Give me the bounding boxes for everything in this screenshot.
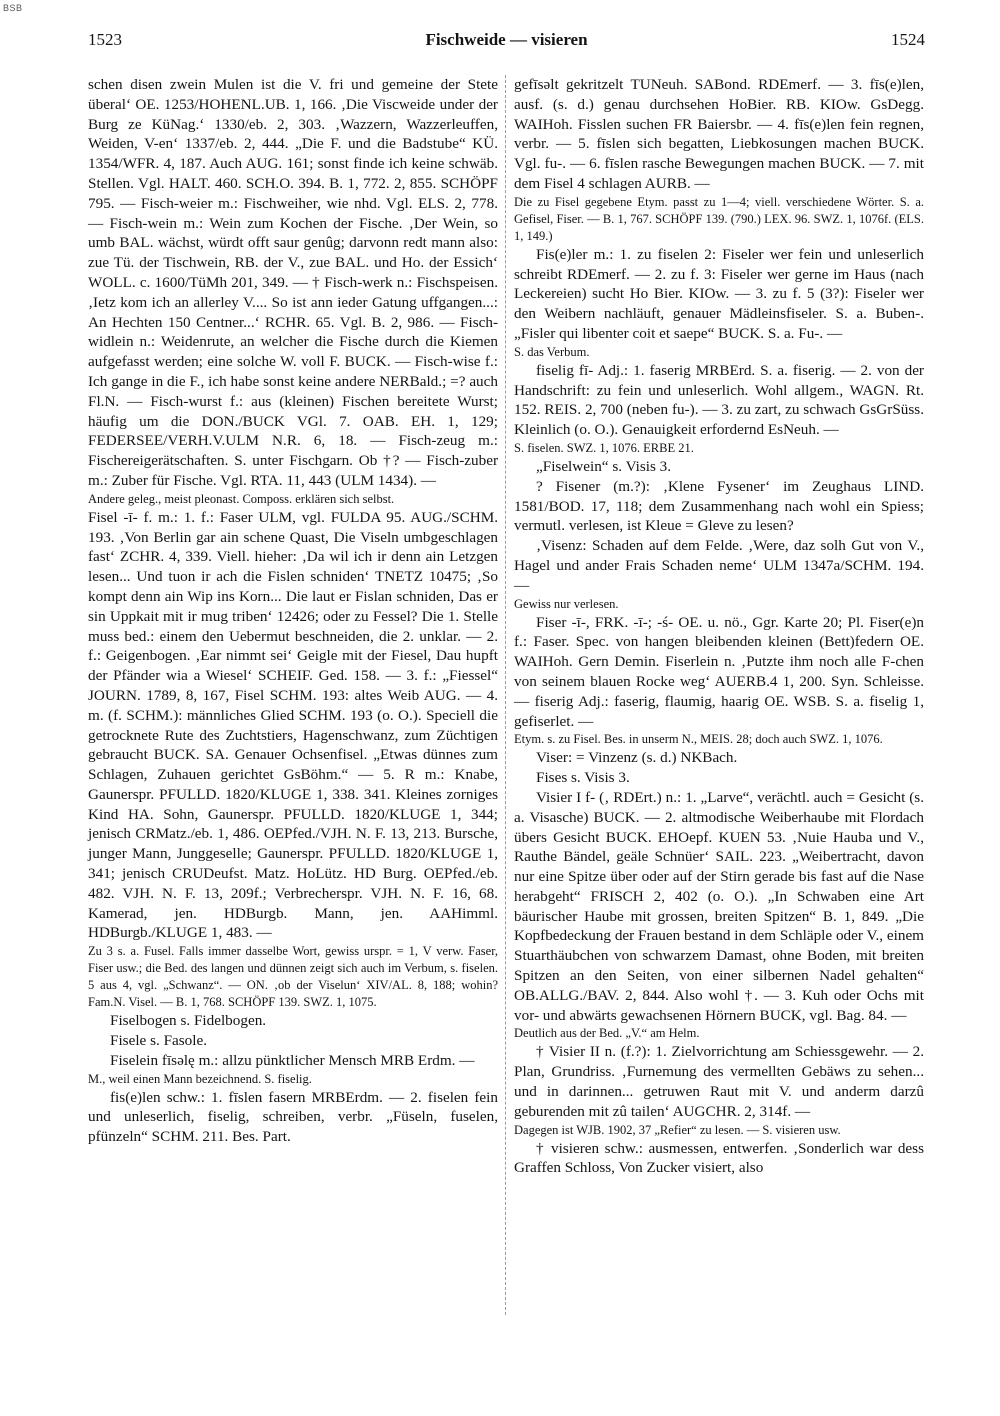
library-stamp: BSB — [3, 3, 23, 13]
paragraph: S. das Verbum. — [514, 344, 590, 359]
paragraph: Fiselbogen s. Fidelbogen. — [110, 1012, 267, 1030]
paragraph: S. fiselen. SWZ. 1, 1076. ERBE 21. — [514, 440, 694, 455]
paragraph: ? Fisener (m.?): ‚Klene Fysener‘ im Zeughaus LIND. 1581/BOD. 17, 118; dem Zusammenhang nach wohl ein Spiess; vermutl. verlesen, ist Kleue = Gleve zu lesen? — [514, 477, 924, 535]
paragraph: Fiser -ī-, FRK. -ī-; -ś- OE. u. nö., Ggr. Karte 20; Pl. Fiser(e)n f.: Faser. Spec. von hangen bleibenden kleinen (Bett)federn OE. WAIHoh. Gern Demin. Fiserlein n. ‚Putzte ihm noch alle F-chen von seinem blauen Rocke weg‘ AUERB.4 1, 200. Syn. Schleisse. — fiserig Adj.: faserig, flaumig, haarig OE. WSB. S. a. fiselig 1, gefiserlet. — — [514, 613, 924, 730]
paragraph: fiselig fī- Adj.: 1. faserig MRBErd. S. a. fiserig. — 2. von der Handschrift: zu fein und unleserlich. Wohl allgem., WAGN. Rt. 152. REIS. 2, 700 (neben fu-). — 3. zu zart, zu schwach GsGrSüss. Kleinlich (o. O.). Genauigkeit erfordernd EsNeuh. — — [514, 361, 924, 439]
paragraph: M., weil einen Mann bezeichnend. S. fiselig. — [88, 1071, 312, 1086]
paragraph: † visieren schw.: ausmessen, entwerfen. ‚Sonderlich war dess Graffen Schloss, Von Zucker visiert, also — [514, 1139, 924, 1177]
paragraph: Fis(e)ler m.: 1. zu fiselen 2: Fiseler wer fein und unleserlich schreibt RDEmerf. — 2. zu f. 3: Fiseler wer gerne im Haus (nach Leckereien) sucht Ho Bier. KIOw. — 3. zu f. 5 (3?): Fiseler wer den Weibern nachläuft, genauer Mädleinsfiseler. S. a. Buben-. „Fisler qui libenter coit et saepe“ BUCK. S. a. Fu-. — — [514, 245, 924, 342]
column-divider — [505, 75, 506, 1315]
paragraph: Andere geleg., meist pleonast. Composs. erklären sich selbst. — [88, 491, 395, 506]
paragraph: Gewiss nur verlesen. — [514, 596, 619, 611]
paragraph: Visier I f- (‚ RDErt.) n.: 1. „Larve“, verächtl. auch = Gesicht (s. a. Visasche) BUCK. — 2. altmodische Weiberhaube mit Flordach übers Gesicht BUCK. EHOepf. KUEN 53. ‚Nuie Hauba und V., Rauthe Bändel, geäle Schnüer‘ SAIL. 223. „Weibertracht, davon nur eine Spitze über oder auf der Stirn gerade bis fast auf die Nase herabgeht“ FRISCH 2, 402 (o. O.). „In Schwaben eine Art bäurischer Haube mit grossen, breiten Spitzen“ B. 1, 849. „Die Kopfbedeckung der Frauen bestand in dem Schläple oder V., einem Stuarthäubchen von schwarzem Damast, ohne Boden, mit breiten Spitzen an den Seiten, von einer silbernen Nadel gehalten“ OB.ALLG./BAV. 2, 844. Also wohl †. — 3. Kuh oder Ochs mit vor- und abwärts gewachsenen Hörnern BUCK, vgl. Bag. 84. — — [514, 788, 924, 1024]
paragraph: † Visier II n. (f.?): 1. Zielvorrichtung am Schiessgewehr. — 2. Plan, Grundriss. ‚Furnemung des vermellten Gebäws zu sehen... und in darinnen... getruwen Raut mit V. und anderm darzû geburenden mit zû tailen‘ AUGCHR. 2, 314f. — — [514, 1043, 924, 1120]
paragraph: Etym. s. zu Fisel. Bes. in unserm N., MEIS. 28; doch auch SWZ. 1, 1076. — [514, 732, 883, 747]
paragraph: gefīsəlt gekritzelt TUNeuh. SABond. RDEmerf. — 3. fīs(e)len, ausf. (s. d.) genau durchsehen HoBier. RB. KIOw. GsDegg. WAIHoh. Fisslen suchen FR Baiersbr. — 4. fīs(e)len fein regnen, verbr. — 5. fīslen sich begatten, Liebkosungen machen BUCK. Vgl. fu-. — 6. fīslen rasche Bewegungen machen BUCK. — 7. mit dem Fisel 4 schlagen AURB. — — [514, 76, 924, 192]
page-header — [88, 30, 925, 58]
paragraph: „Fiselwein“ s. Visis 3. — [536, 457, 672, 475]
paragraph: Die zu Fisel gegebene Etym. passt zu 1—4; viell. verschiedene Wörter. S. a. Gefisel, Fiser. — B. 1, 767. SCHÖPF 139. (790.) LEX. 96. SWZ. 1, 1076f. (ELS. 1, 149.) — [514, 194, 924, 243]
paragraph: Fisel -ī- f. m.: 1. f.: Faser ULM, vgl. FULDA 95. AUG./SCHM. 193. ‚Von Berlin gar ain schene Quast, Die Viseln umbgeschlagen fast‘ ZCHR. 4, 339. Viell. hieher: ‚Da wil ich ir denn ain Letzgen lesen... Und tuon ir ach die Fislen schniden‘ TNETZ 10475; ‚So kompt denn ain Wip ins Korn... Die laut er Fislan schniden, Das er sin Uppkait mit ir mug triben‘ 12426; oder zu Fessel? Die 1. Stelle muss bed.: einem den Uebermut beschneiden, die 2. unklar. — 2. f.: Geigenbogen. ‚Ear nimmt sei‘ Geigle mit der Fiesel, Dau hupft der Pfänder wia a Wiesel‘ SCHEIF. Ged. 158. — 3. f.: „Fiessel“ JOURN. 1789, 8, 167, Fisel SCHM. 193: altes Weib AUG. — 4. m. (f. SCHM.): männliches Glied SCHM. 193 (o. O.). Speciell die getrocknete Rute des Zuchtstiers, Hagenschwanz, zum Züchtigen gebraucht BUCK. SA. Genauer Ochsenfisel. „Etwas dünnes zum Schlagen, Zuhauen gerichtet GsBöhm.“ — 5. R m.: Knabe, Gaunerspr. PFULLD. 1820/KLUGE 1, 338. 341. Kleines zorniges Kind HA. Sohn, Gaunerspr. PFULLD. 1820/KLUGE 1, 344; jenisch CRMatz./eb. 1, 486. OEPfed./VJH. N. F. 13, 213. Bursche, junger Mann, Junggeselle; Gaunerspr. PFULLD. 1820/KLUGE 1, 341; jenisch CRUDeufst. Matz. HoLütz. HD Burg. OEPfed./eb. 482. VJH. N. F. 13, 209f.; Verbrecherspr. VJH. N. F. 16, 68. Kamerad, jen. HDBurgb. Mann, jen. AAHimml. HDBurgb./KLUGE 1, 483. — — [88, 508, 498, 942]
page-number-left: 1523 — [88, 30, 122, 49]
paragraph: Fisele s. Fasole. — [110, 1032, 208, 1050]
paragraph: Fises s. Visis 3. — [536, 769, 630, 787]
paragraph: ‚Visenz: Schaden auf dem Felde. ‚Were, daz solh Gut von V., Hagel und ander Frais Schaden neme‘ ULM 1347a/SCHM. 194. — — [514, 537, 924, 594]
page-number-right: 1524 — [891, 30, 925, 49]
paragraph: Deutlich aus der Bed. „V.“ am Helm. — [514, 1026, 700, 1041]
paragraph: Dagegen ist WJB. 1902, 37 „Refier“ zu lesen. — S. visieren usw. — [514, 1122, 841, 1137]
paragraph: Viser: = Vinzenz (s. d.) NKBach. — [536, 749, 738, 767]
left-column — [88, 75, 498, 1147]
paragraph: Zu 3 s. a. Fusel. Falls immer dasselbe Wort, gewiss urspr. = 1, V verw. Faser, Fiser usw.; die Bed. des langen und dünnen zeigt sich auch im Verbum, s. fiselen. 5 aus 4, vgl. „Schwanz“. — ON. ‚ob der Viselun‘ XIV/AL. 8, 188; wohin? Fam.N. Visel. — B. 1, 768. SCHÖPF 139. SWZ. 1, 1075. — [88, 944, 498, 1010]
paragraph: schen disen zwein Mulen ist die V. fri und gemeine der Stete überal‘ OE. 1253/HOHENL.UB. 1, 166. ‚Die Viscweide under der Burg ze KüNag.‘ 1330/eb. 2, 303. ‚Wazzern, Wazzerleuffen, Weiden, V-en‘ 1337/eb. 2, 444. „Die F. und die Badstube“ KÜ. 1354/WFR. 4, 187. Auch AUG. 161; sonst finde ich keine schwäb. Stellen. Vgl. HALT. 460. SCH.O. 394. B. 1, 772. 2, 855. SCHÖPF 795. — Fisch-weier m.: Fischweiher, wie nhd. Vgl. ELS. 2, 778. — Fisch-wein m.: Wein zum Kochen der Fische. ‚Der Wein, so umb BAL. wächst, würdt offt saur genûg; darvonn redt mann also: zue Tü. der Tischwein, RB. der V., zue BAL. und Ho. der Essich‘ WOLL. c. 1600/TüMh 201, 349. — † Fisch-werk n.: Fischspeisen. ‚Ietz kom ich an allerley V.... So ist ann ieder Gatung uffgangen...: An Hechten 150 Centner...‘ RCHR. 65. Vgl. B. 2, 986. — Fisch-widlein n.: Weidenrute, an welcher die Fische durch die Kiemen aufgefasst werden; eine solche W. voll F. BUCK. — Fisch-wise f.: Ich gange in die F., ich habe sonst keine andere NERBald.; =? auch Fl.N. — Fisch-wurst f.: aus (kleinen) Fischen bereitete Wurst; häufig um die DON./BUCK VGl. 7. OAB. EH. 1, 129; FEDERSEE/VERH.V.ULM N.R. 6, 18. — Fisch-zeug m.: Fischereigerätschaften. S. unter Fischgarn. Ob †? — Fisch-zuber m.: Zuber für Fische. Vgl. RTA. 11, 443 (ULM 1434). — — [88, 76, 498, 489]
right-column — [514, 75, 924, 1178]
paragraph: Fiselein fīsəlę m.: allzu pünktlicher Mensch MRB Erdm. — — [110, 1051, 475, 1069]
paragraph: fis(e)len schw.: 1. fīslen fasern MRBErdm. — 2. fiselen fein und unleserlich, fiselig, schreiben, verbr. „Füseln, fuselen, pfünzeln“ SCHM. 211. Bes. Part. — [88, 1088, 498, 1146]
running-title: Fischweide — visieren — [425, 30, 588, 49]
